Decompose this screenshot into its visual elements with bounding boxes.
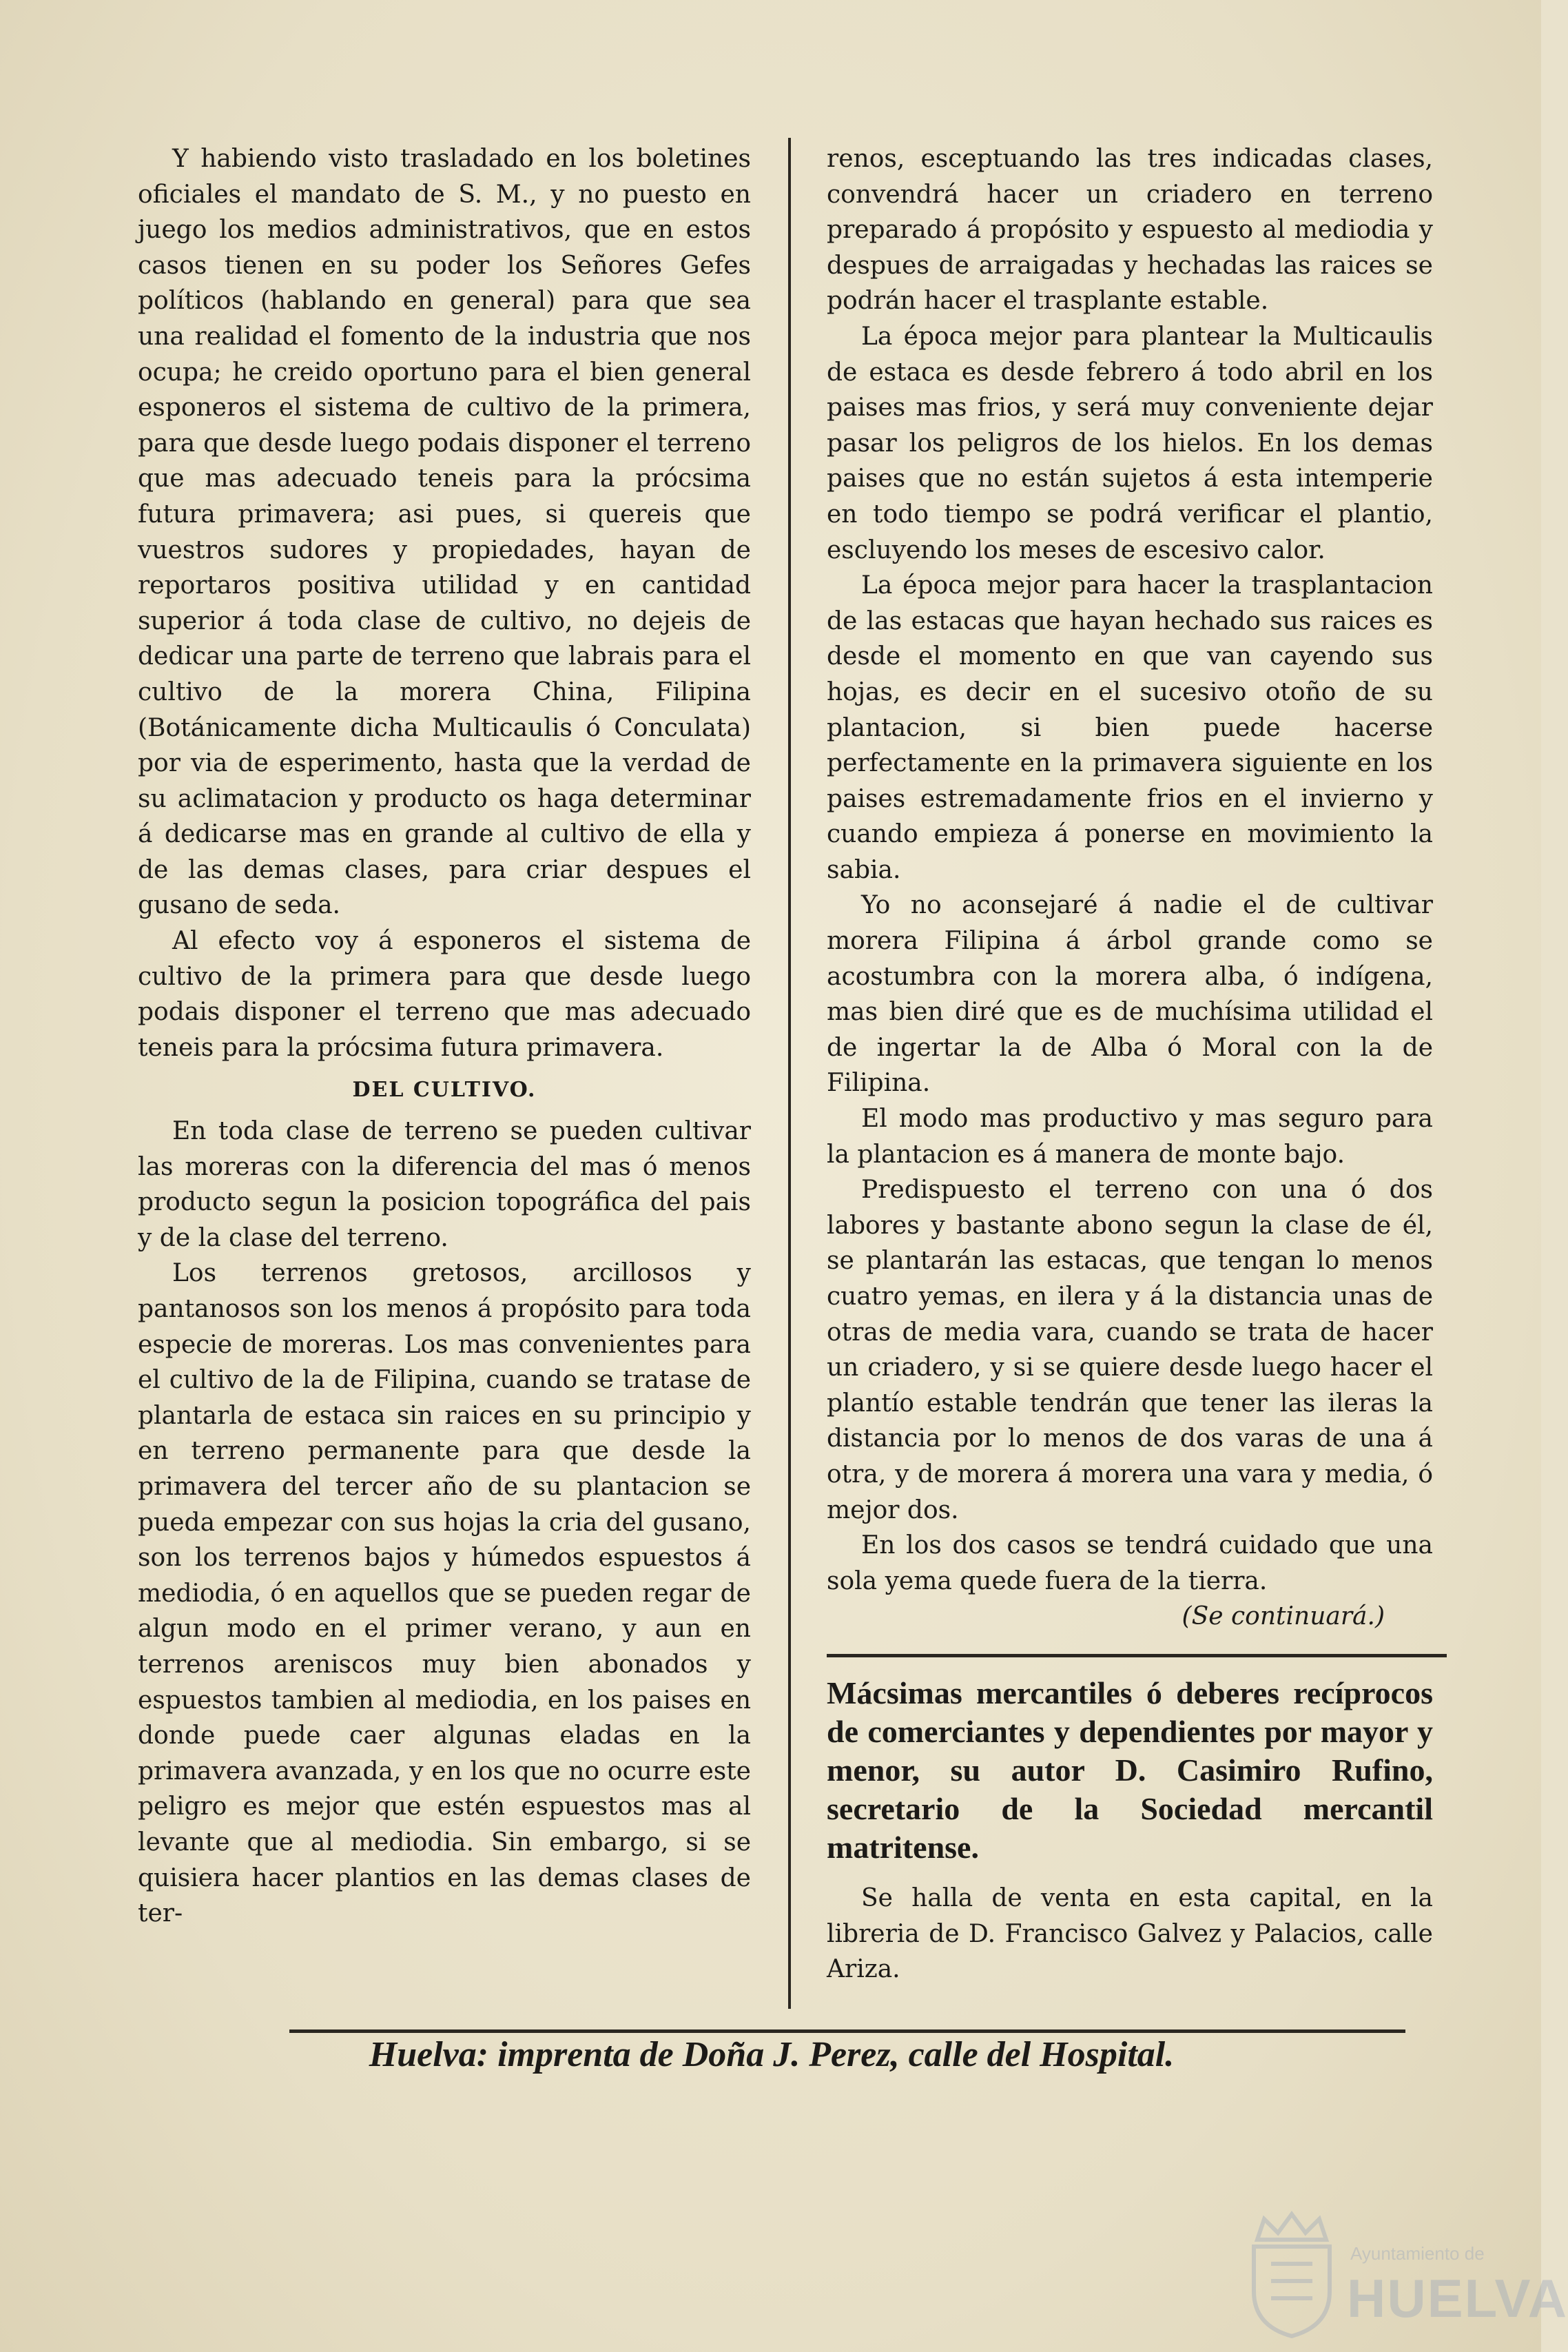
left-column: [138, 141, 751, 1932]
archive-watermark: [1240, 2209, 1568, 2340]
cultivo-paragraph-2: Los terrenos gretosos, arcillosos y pantanosos son los menos á propósito para toda especie de moreras. Los mas convenientes para el cultivo de la de Filipina, cuando se tratase de plantarla de estaca sin raices en su principio y en terreno permanente para que desde la primavera del tercer año de su plantacion se pueda empezar con sus hojas la cria del gusano, son los terrenos bajos y húmedos espuestos á mediodia, ó en aquellos que se pueden regar de algun modo en el primer verano, y aun en terrenos areniscos muy bien abonados y espuestos tambien al mediodia, en los paises en donde puede caer algunas eladas en la primavera avanzada, y en los que no ocurre este peligro es mejor que estén espuestos mas al levante que al mediodia. Sin embargo, si se quisiera hacer plantios en las demas clases de ter-: [138, 1259, 751, 1928]
right-column: [827, 141, 1433, 1987]
care-paragraph: En los dos casos se tendrá cuidado que una sola yema quede fuera de la tierra.: [827, 1531, 1433, 1595]
method-paragraph: El modo mas productivo y mas seguro para la plantacion es á manera de monte bajo.: [827, 1105, 1433, 1169]
notice-text: Se halla de venta en esta capital, en la libreria de D. Francisco Galvez y Palacios, calle Ariza.: [827, 1883, 1433, 1984]
watermark-line-1: Ayuntamiento de: [1350, 2243, 1485, 2264]
section-heading: DEL CULTIVO.: [352, 1078, 537, 1103]
continuation-paragraph: renos, esceptuando las tres indicadas clases, convendrá hacer un criadero en terreno preparado á propósito y espuesto al mediodia y despues de arraigadas y hechadas las raices se podrán hacer el trasplante estable.: [827, 145, 1433, 316]
epoch-paragraph-1: La época mejor para plantear la Multicaulis de estaca es desde febrero á todo abril en los paises mas frios, y será muy conveniente dejar pasar los peligros de los hielos. En los demas paises que no están sujetos á esta intemperie en todo tiempo se podrá verificar el plantio, escluyendo los meses de escesivo calor.: [827, 322, 1433, 564]
cultivo-paragraph-1: En toda clase de terreno se pueden cultivar las moreras con la diferencia del mas ó menos producto segun la posicion topográfica del pais y de la clase del terreno.: [138, 1117, 751, 1252]
watermark-line-2: HUELVA: [1347, 2268, 1568, 2329]
epoch-paragraph-2: La época mejor para hacer la trasplantacion de las estacas que hayan hechado sus raices es desde el momento en que van cayendo sus hojas, es decir en el sucesivo otoño de su plantacion, si bien puede hacerse perfectamente en la primavera siguiente en los paises estremadamente frios en el invierno y cuando empieza á ponerse en movimiento la sabia.: [827, 571, 1433, 884]
intro-paragraph: Y habiendo visto trasladado en los boletines oficiales el mandato de S. M., y no puesto en juego los medios administrativos, que en estos casos tienen en su poder los Señores Gefes políticos (hablando en general) para que sea una realidad el fomento de la industria que nos ocupa; he creido oportuno para el bien general esponeros el sistema de cultivo de la primera, para que desde luego podais disponer el terreno que mas adecuado teneis para la prócsima futura primavera; asi pues, si quereis que vuestros sudores y propiedades, hayan de reportaros positiva utilidad y en cantidad superior á toda clase de cultivo, no dejeis de dedicar una parte de terreno que labrais para el cultivo de la morera China, Filipina (Botánicamente dicha Multicaulis ó Conculata) por via de esperimento, hasta que la verdad de su aclimatacion y producto os haga determinar á dedicarse mas en grande al cultivo de ella y de las demas clases, para criar despues el gusano de seda.: [138, 145, 751, 920]
imprint-line: Huelva: imprenta de Doña J. Perez, calle del Hospital.: [369, 2035, 1175, 2074]
continuation-note: (Se continuará.): [1182, 1602, 1385, 1631]
effect-paragraph: Al efecto voy á esponeros el sistema de cultivo de la primera para que desde luego podais disponer el terreno que mas adecuado teneis para la prócsima futura primavera.: [138, 927, 751, 1062]
advice-paragraph: Yo no aconsejaré á nadie el de cultivar morera Filipina á árbol grande como se acostumbra con la morera alba, ó indígena, mas bien diré que es de muchísima utilidad el de ingertar la de Alba ó Moral con la de Filipina.: [827, 891, 1433, 1098]
notice-title: Mácsimas mercantiles ó deberes recíprocos de comerciantes y dependientes por mayor y menor, su autor D. Casimiro Rufino, secretario de la Sociedad mercantil matritense.: [827, 1675, 1433, 1865]
notice-rule: [827, 1654, 1447, 1657]
predisposed-paragraph: Predispuesto el terreno con una ó dos labores y bastante abono segun la clase de él, se plantarán las estacas, que tengan lo menos cuatro yemas, en ilera y á la distancia unas de otras de media vara, cuando se trata de hacer un criadero, y si se quiere desde luego hacer el plantío estable tendrán que tener las ileras la distancia por lo menos de dos varas de una á otra, y de morera á morera una vara y media, ó mejor dos.: [827, 1176, 1433, 1524]
imprint-rule: [289, 2029, 1405, 2033]
column-divider: [788, 138, 791, 2009]
crown-shield-icon: [1240, 2209, 1343, 2340]
